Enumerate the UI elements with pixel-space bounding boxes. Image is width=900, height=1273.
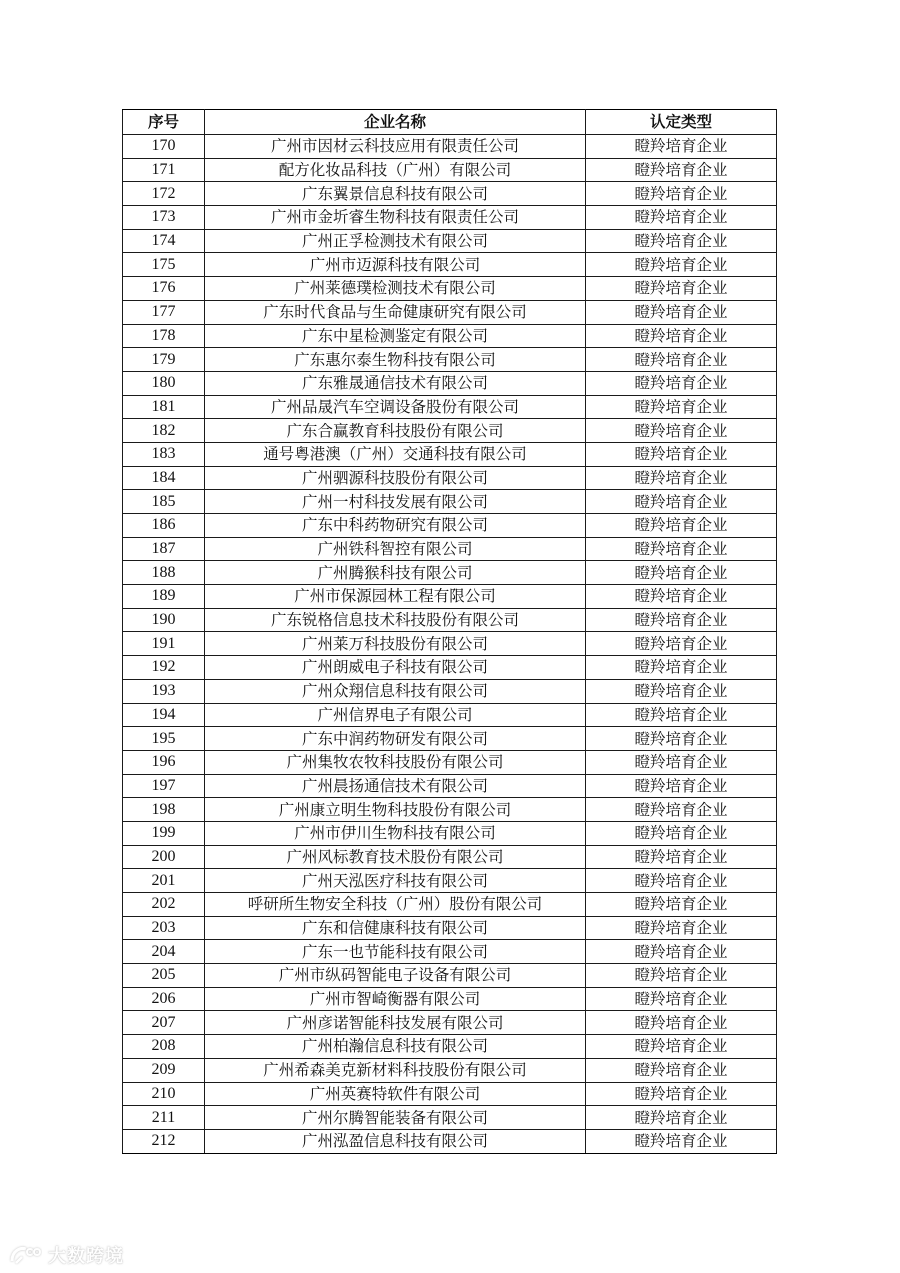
table-row [123,1011,777,1035]
cell-serial-number: 210 [123,1082,205,1106]
cell-certification-type: 瞪羚培育企业 [586,845,777,869]
cell-company-name: 广州康立明生物科技股份有限公司 [205,798,586,822]
table-row [123,348,777,372]
table-row [123,135,777,159]
cell-certification-type: 瞪羚培育企业 [586,135,777,159]
cell-company-name: 广东翼景信息科技有限公司 [205,182,586,206]
table-row [123,964,777,988]
cell-serial-number: 211 [123,1106,205,1130]
cell-company-name: 广东惠尔泰生物科技有限公司 [205,348,586,372]
table-row [123,821,777,845]
cell-serial-number: 185 [123,490,205,514]
cell-company-name: 广州市智崎衡器有限公司 [205,987,586,1011]
cell-certification-type: 瞪羚培育企业 [586,893,777,917]
cell-certification-type: 瞪羚培育企业 [586,916,777,940]
cell-company-name: 广州希森美克新材料科技股份有限公司 [205,1058,586,1082]
cell-company-name: 广州市金圻睿生物科技有限责任公司 [205,206,586,230]
cell-serial-number: 171 [123,158,205,182]
cell-serial-number: 190 [123,608,205,632]
cell-serial-number: 206 [123,987,205,1011]
cell-company-name: 广东中润药物研发有限公司 [205,727,586,751]
cell-certification-type: 瞪羚培育企业 [586,869,777,893]
cell-serial-number: 174 [123,229,205,253]
cell-serial-number: 208 [123,1035,205,1059]
cell-serial-number: 184 [123,466,205,490]
table-row [123,727,777,751]
cell-company-name: 广州铁科智控有限公司 [205,537,586,561]
cell-company-name: 广州晨扬通信技术有限公司 [205,774,586,798]
cell-certification-type: 瞪羚培育企业 [586,940,777,964]
cell-company-name: 广州市因材云科技应用有限责任公司 [205,135,586,159]
cell-certification-type: 瞪羚培育企业 [586,1058,777,1082]
table-header-row [123,110,777,135]
table-row [123,514,777,538]
cell-certification-type: 瞪羚培育企业 [586,1035,777,1059]
cell-certification-type: 瞪羚培育企业 [586,490,777,514]
cell-certification-type: 瞪羚培育企业 [586,253,777,277]
watermark [8,1240,124,1270]
cell-certification-type: 瞪羚培育企业 [586,1106,777,1130]
cell-certification-type: 瞪羚培育企业 [586,277,777,301]
cell-serial-number: 205 [123,964,205,988]
cell-certification-type: 瞪羚培育企业 [586,821,777,845]
cell-certification-type: 瞪羚培育企业 [586,514,777,538]
cell-company-name: 广州腾猴科技有限公司 [205,561,586,585]
table-row [123,277,777,301]
cell-certification-type: 瞪羚培育企业 [586,656,777,680]
cell-certification-type: 瞪羚培育企业 [586,585,777,609]
cell-serial-number: 186 [123,514,205,538]
table-row [123,442,777,466]
cell-certification-type: 瞪羚培育企业 [586,348,777,372]
cell-company-name: 广东一也节能科技有限公司 [205,940,586,964]
cell-certification-type: 瞪羚培育企业 [586,964,777,988]
table-row [123,537,777,561]
cell-certification-type: 瞪羚培育企业 [586,371,777,395]
cell-certification-type: 瞪羚培育企业 [586,1011,777,1035]
cell-serial-number: 187 [123,537,205,561]
cell-serial-number: 173 [123,206,205,230]
cell-serial-number: 192 [123,656,205,680]
table-row [123,632,777,656]
cell-serial-number: 175 [123,253,205,277]
table-row [123,490,777,514]
table-row [123,656,777,680]
cell-serial-number: 201 [123,869,205,893]
cell-company-name: 广州市纵码智能电子设备有限公司 [205,964,586,988]
cell-certification-type: 瞪羚培育企业 [586,561,777,585]
cell-serial-number: 170 [123,135,205,159]
cell-serial-number: 200 [123,845,205,869]
table-row [123,750,777,774]
table-row [123,182,777,206]
cell-company-name: 广东中星检测鉴定有限公司 [205,324,586,348]
cell-company-name: 广东锐格信息技术科技股份有限公司 [205,608,586,632]
cell-certification-type: 瞪羚培育企业 [586,395,777,419]
cell-serial-number: 181 [123,395,205,419]
table-row [123,371,777,395]
table-row [123,869,777,893]
cell-certification-type: 瞪羚培育企业 [586,182,777,206]
cell-serial-number: 198 [123,798,205,822]
cell-company-name: 广州朗威电子科技有限公司 [205,656,586,680]
cell-serial-number: 189 [123,585,205,609]
cell-certification-type: 瞪羚培育企业 [586,324,777,348]
table-row [123,798,777,822]
watermark-text: 大数跨境 [48,1246,124,1267]
cell-serial-number: 212 [123,1129,205,1153]
cell-company-name: 广州正孚检测技术有限公司 [205,229,586,253]
cell-certification-type: 瞪羚培育企业 [586,703,777,727]
cell-company-name: 广东和信健康科技有限公司 [205,916,586,940]
cell-certification-type: 瞪羚培育企业 [586,442,777,466]
cell-serial-number: 204 [123,940,205,964]
cell-certification-type: 瞪羚培育企业 [586,419,777,443]
cell-certification-type: 瞪羚培育企业 [586,206,777,230]
header-serial-number: 序号 [123,110,205,135]
cell-company-name: 广州集牧农牧科技股份有限公司 [205,750,586,774]
cell-serial-number: 209 [123,1058,205,1082]
cell-company-name: 广州市迈源科技有限公司 [205,253,586,277]
table-row [123,1129,777,1153]
table-row [123,774,777,798]
brand-logo-icon [8,1243,42,1267]
cell-serial-number: 177 [123,300,205,324]
table-row [123,893,777,917]
cell-company-name: 广东中科药物研究有限公司 [205,514,586,538]
cell-certification-type: 瞪羚培育企业 [586,727,777,751]
cell-certification-type: 瞪羚培育企业 [586,798,777,822]
cell-serial-number: 178 [123,324,205,348]
cell-company-name: 广州莱万科技股份有限公司 [205,632,586,656]
cell-serial-number: 180 [123,371,205,395]
table-row [123,1058,777,1082]
cell-company-name: 广州尔腾智能装备有限公司 [205,1106,586,1130]
cell-company-name: 广东合赢教育科技股份有限公司 [205,419,586,443]
table-row [123,419,777,443]
cell-serial-number: 193 [123,679,205,703]
cell-company-name: 广州市伊川生物科技有限公司 [205,821,586,845]
table-row [123,585,777,609]
cell-serial-number: 188 [123,561,205,585]
table-row [123,300,777,324]
table-row [123,940,777,964]
table-row [123,466,777,490]
table-row [123,987,777,1011]
table-row [123,679,777,703]
cell-certification-type: 瞪羚培育企业 [586,750,777,774]
table-row [123,206,777,230]
table-row [123,395,777,419]
cell-serial-number: 199 [123,821,205,845]
table-body [123,135,777,1154]
cell-company-name: 广东时代食品与生命健康研究有限公司 [205,300,586,324]
cell-serial-number: 179 [123,348,205,372]
cell-company-name: 广州泓盈信息科技有限公司 [205,1129,586,1153]
cell-company-name: 广州驷源科技股份有限公司 [205,466,586,490]
table-row [123,1082,777,1106]
cell-certification-type: 瞪羚培育企业 [586,632,777,656]
table-row [123,158,777,182]
cell-serial-number: 195 [123,727,205,751]
cell-serial-number: 172 [123,182,205,206]
cell-certification-type: 瞪羚培育企业 [586,1129,777,1153]
cell-company-name: 广州英赛特软件有限公司 [205,1082,586,1106]
cell-serial-number: 194 [123,703,205,727]
cell-company-name: 广州信界电子有限公司 [205,703,586,727]
header-certification-type: 认定类型 [586,110,777,135]
cell-certification-type: 瞪羚培育企业 [586,679,777,703]
cell-certification-type: 瞪羚培育企业 [586,229,777,253]
table-row [123,916,777,940]
cell-serial-number: 191 [123,632,205,656]
table-row [123,229,777,253]
table-row [123,845,777,869]
cell-company-name: 呼研所生物安全科技（广州）股份有限公司 [205,893,586,917]
table-row [123,561,777,585]
cell-company-name: 广东雅晟通信技术有限公司 [205,371,586,395]
cell-serial-number: 203 [123,916,205,940]
cell-company-name: 广州天泓医疗科技有限公司 [205,869,586,893]
table-row [123,324,777,348]
enterprise-table [122,109,777,1154]
cell-company-name: 广州一村科技发展有限公司 [205,490,586,514]
cell-certification-type: 瞪羚培育企业 [586,608,777,632]
cell-company-name: 通号粤港澳（广州）交通科技有限公司 [205,442,586,466]
table-row [123,1035,777,1059]
cell-certification-type: 瞪羚培育企业 [586,1082,777,1106]
cell-serial-number: 182 [123,419,205,443]
cell-company-name: 广州柏瀚信息科技有限公司 [205,1035,586,1059]
cell-certification-type: 瞪羚培育企业 [586,158,777,182]
cell-company-name: 广州众翔信息科技有限公司 [205,679,586,703]
cell-serial-number: 207 [123,1011,205,1035]
cell-certification-type: 瞪羚培育企业 [586,987,777,1011]
cell-company-name: 广州品晟汽车空调设备股份有限公司 [205,395,586,419]
cell-certification-type: 瞪羚培育企业 [586,300,777,324]
cell-company-name: 广州彦诺智能科技发展有限公司 [205,1011,586,1035]
cell-certification-type: 瞪羚培育企业 [586,466,777,490]
table-row [123,703,777,727]
header-company-name: 企业名称 [205,110,586,135]
table-row [123,608,777,632]
cell-certification-type: 瞪羚培育企业 [586,537,777,561]
cell-serial-number: 176 [123,277,205,301]
cell-company-name: 配方化妆品科技（广州）有限公司 [205,158,586,182]
cell-serial-number: 202 [123,893,205,917]
cell-company-name: 广州莱德璞检测技术有限公司 [205,277,586,301]
cell-serial-number: 197 [123,774,205,798]
cell-serial-number: 196 [123,750,205,774]
cell-company-name: 广州市保源园林工程有限公司 [205,585,586,609]
cell-certification-type: 瞪羚培育企业 [586,774,777,798]
cell-company-name: 广州风标教育技术股份有限公司 [205,845,586,869]
cell-serial-number: 183 [123,442,205,466]
table-row [123,1106,777,1130]
table-row [123,253,777,277]
